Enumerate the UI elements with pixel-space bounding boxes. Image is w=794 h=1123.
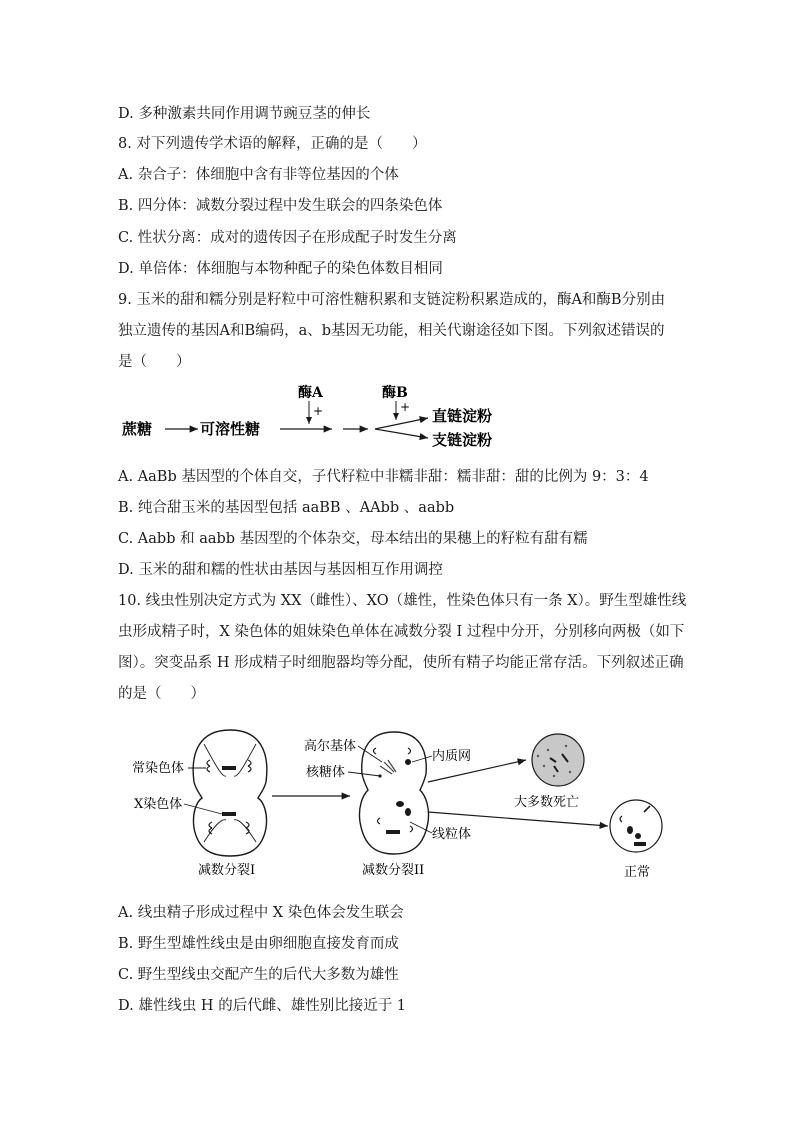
dying-cell bbox=[532, 734, 584, 786]
arrow-to-amylose bbox=[375, 418, 428, 429]
arrow-to-normal-cell bbox=[428, 812, 608, 826]
q8-option-c: C. 性状分离：成对的遗传因子在形成配子时发生分离 bbox=[118, 230, 457, 246]
sucrose-label: 蔗糖 bbox=[122, 420, 153, 438]
q10-option-d: D. 雄性线虫 H 的后代雌、雄性别比接近于 1 bbox=[118, 998, 407, 1014]
amylose-label: 直链淀粉 bbox=[432, 407, 493, 425]
q9-stem-line-1: 9. 玉米的甜和糯分别是籽粒中可溶性糖积累和支链淀粉积累造成的，酶A和酶B分别由 bbox=[118, 292, 666, 308]
q7-option-d: D. 多种激素共同作用调节豌豆茎的伸长 bbox=[118, 106, 371, 122]
golgi-label: 高尔基体 bbox=[304, 739, 357, 754]
soluble-sugar-label: 可溶性糖 bbox=[200, 420, 261, 438]
q9-stem-line-3: 是（ ） bbox=[118, 354, 191, 370]
q10-option-a: A. 线虫精子形成过程中 X 染色体会发生联会 bbox=[118, 905, 404, 921]
autosome-label: 常染色体 bbox=[132, 761, 185, 776]
q10-option-c: C. 野生型线虫交配产生的后代大多数为雄性 bbox=[118, 967, 399, 983]
amylopectin-label: 支链淀粉 bbox=[432, 431, 493, 449]
q10-stem-line-4: 的是（ ） bbox=[118, 686, 205, 702]
meiosis-figure bbox=[118, 722, 678, 884]
ribosome-label: 核糖体 bbox=[306, 765, 346, 780]
q9-stem-line-2: 独立遗传的基因A和B编码，a、b基因无功能，相关代谢途径如下图。下列叙述错误的 bbox=[118, 323, 665, 339]
q10-option-b: B. 野生型雄性线虫是由卵细胞直接发育而成 bbox=[118, 936, 399, 952]
arrow-to-amylopectin bbox=[375, 429, 428, 438]
q10-stem-line-3: 图）。突变品系 H 形成精子时细胞器均等分配，使所有精子均能正常存活。下列叙述正确 bbox=[118, 655, 684, 671]
er-label: 内质网 bbox=[432, 749, 472, 764]
q8-stem: 8. 对下列遗传学术语的解释，正确的是（ ） bbox=[118, 136, 427, 152]
meiosis-1-cell bbox=[193, 730, 267, 856]
q10-stem-line-1: 10. 线虫性别决定方式为 XX（雌性）、XO（雄性，性染色体只有一条 X）。野生型雄性线 bbox=[118, 593, 687, 609]
mostly-die-label: 大多数死亡 bbox=[514, 795, 580, 810]
meiosis-2-cell bbox=[359, 732, 428, 854]
q9-option-d: D. 玉米的甜和糯的性状由基因与基因相互作用调控 bbox=[118, 562, 443, 578]
q10-stem-line-2: 虫形成精子时，X 染色体的姐妹染色单体在减数分裂 I 过程中分开，分别移向两极（如下 bbox=[118, 624, 685, 640]
normal-label: 正常 bbox=[624, 865, 651, 880]
q9-option-c: C. Aabb 和 aabb 基因型的个体杂交，母本结出的果穗上的籽粒有甜有糯 bbox=[118, 531, 588, 547]
x-chromosome-label: X染色体 bbox=[134, 797, 183, 812]
enzyme-a-label: 酶A bbox=[298, 385, 323, 401]
q8-option-d: D. 单倍体：体细胞与本物种配子的染色体数目相同 bbox=[118, 261, 443, 277]
enzyme-b-plus: + bbox=[400, 400, 411, 414]
meiosis-2-label: 减数分裂II bbox=[362, 863, 425, 878]
q9-option-b: B. 纯合甜玉米的基因型包括 aaBB 、AAbb 、aabb bbox=[118, 500, 455, 516]
enzyme-b-label: 酶B bbox=[382, 385, 408, 401]
q8-option-b: B. 四分体：减数分裂过程中发生联会的四条染色体 bbox=[118, 198, 443, 214]
metabolic-pathway-diagram bbox=[110, 380, 530, 452]
enzyme-a-plus: + bbox=[313, 404, 324, 418]
q9-option-a: A. AaBb 基因型的个体自交，子代籽粒中非糯非甜：糯非甜：甜的比例为 9：3：4 bbox=[118, 469, 649, 485]
q8-option-a: A. 杂合子：体细胞中含有非等位基因的个体 bbox=[118, 167, 399, 183]
meiosis-1-label: 减数分裂I bbox=[198, 863, 256, 878]
mitochondria-label: 线粒体 bbox=[432, 827, 472, 842]
normal-cell bbox=[610, 800, 662, 852]
